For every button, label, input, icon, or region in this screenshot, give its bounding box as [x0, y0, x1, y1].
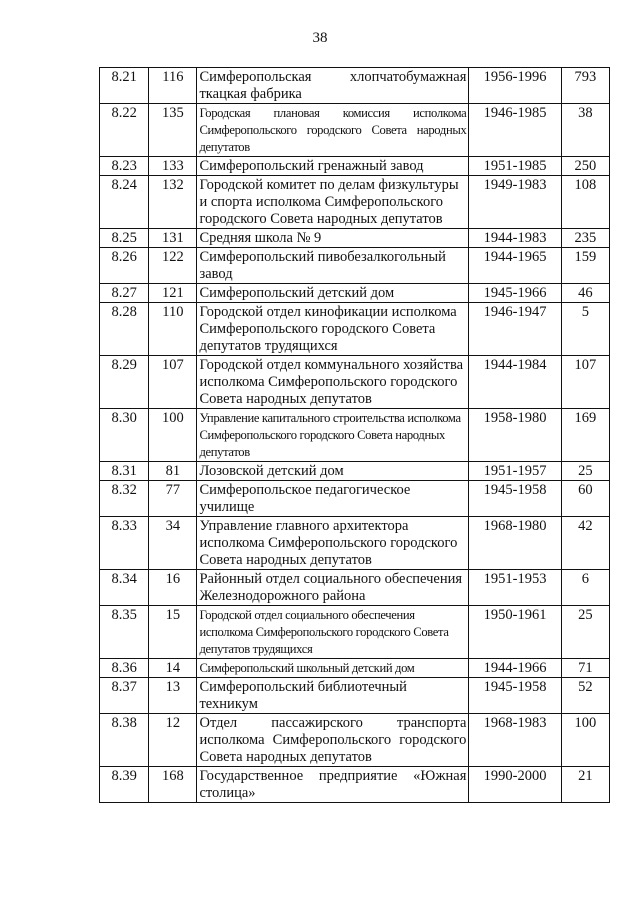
file-count: 46	[561, 284, 609, 303]
fund-name: Симферопольский гренажный завод	[197, 157, 469, 176]
fund-name: Городской отдел кинофикации исполкома Симферопольского городского Совета депутатов трудящихся	[197, 303, 469, 356]
file-count: 250	[561, 157, 609, 176]
fund-number: 34	[149, 517, 197, 570]
fund-number: 16	[149, 570, 197, 606]
row-number: 8.29	[100, 356, 149, 409]
row-number: 8.28	[100, 303, 149, 356]
table-row	[100, 462, 610, 481]
file-count: 107	[561, 356, 609, 409]
table-row	[100, 409, 610, 462]
file-count: 169	[561, 409, 609, 462]
fund-name: Симферопольский пивобезалкогольный завод	[197, 248, 469, 284]
row-number: 8.22	[100, 104, 149, 157]
table-row	[100, 104, 610, 157]
fund-number: 132	[149, 176, 197, 229]
fund-number: 121	[149, 284, 197, 303]
date-range: 1968-1980	[469, 517, 561, 570]
file-count: 25	[561, 462, 609, 481]
date-range: 1950-1961	[469, 606, 561, 659]
row-number: 8.21	[100, 68, 149, 104]
table-row	[100, 606, 610, 659]
row-number: 8.36	[100, 659, 149, 678]
date-range: 1944-1965	[469, 248, 561, 284]
file-count: 25	[561, 606, 609, 659]
file-count: 793	[561, 68, 609, 104]
table-row	[100, 68, 610, 104]
file-count: 100	[561, 714, 609, 767]
fund-name: Лозовской детский дом	[197, 462, 469, 481]
date-range: 1990-2000	[469, 767, 561, 803]
row-number: 8.31	[100, 462, 149, 481]
table-row	[100, 659, 610, 678]
file-count: 235	[561, 229, 609, 248]
table-row	[100, 570, 610, 606]
file-count: 42	[561, 517, 609, 570]
file-count: 52	[561, 678, 609, 714]
fund-name: Районный отдел социального обеспечения Железнодорожного района	[197, 570, 469, 606]
file-count: 159	[561, 248, 609, 284]
fund-number: 135	[149, 104, 197, 157]
row-number: 8.23	[100, 157, 149, 176]
file-count: 108	[561, 176, 609, 229]
file-count: 6	[561, 570, 609, 606]
file-count: 60	[561, 481, 609, 517]
table-row	[100, 157, 610, 176]
fund-number: 110	[149, 303, 197, 356]
row-number: 8.37	[100, 678, 149, 714]
table-row	[100, 229, 610, 248]
fund-number: 168	[149, 767, 197, 803]
fund-name: Городская плановая комиссия исполкома Симферопольского городского Совета народных депутатов	[197, 104, 469, 157]
archive-fund-table	[99, 67, 610, 803]
date-range: 1951-1957	[469, 462, 561, 481]
fund-name: Симферопольская хлопчатобумажная ткацкая фабрика	[197, 68, 469, 104]
fund-number: 14	[149, 659, 197, 678]
date-range: 1949-1983	[469, 176, 561, 229]
row-number: 8.25	[100, 229, 149, 248]
date-range: 1946-1985	[469, 104, 561, 157]
fund-number: 122	[149, 248, 197, 284]
table-row	[100, 303, 610, 356]
fund-name: Городской отдел социального обеспечения исполкома Симферопольского городского Совета депутатов трудящихся	[197, 606, 469, 659]
fund-number: 131	[149, 229, 197, 248]
date-range: 1958-1980	[469, 409, 561, 462]
date-range: 1951-1985	[469, 157, 561, 176]
row-number: 8.30	[100, 409, 149, 462]
row-number: 8.27	[100, 284, 149, 303]
date-range: 1968-1983	[469, 714, 561, 767]
date-range: 1944-1966	[469, 659, 561, 678]
fund-number: 12	[149, 714, 197, 767]
row-number: 8.34	[100, 570, 149, 606]
table-row	[100, 517, 610, 570]
row-number: 8.32	[100, 481, 149, 517]
fund-number: 107	[149, 356, 197, 409]
file-count: 5	[561, 303, 609, 356]
fund-name: Управление капитального строительства исполкома Симферопольского городского Совета народных депутатов	[197, 409, 469, 462]
date-range: 1945-1966	[469, 284, 561, 303]
fund-name: Государственное предприятие «Южная столица»	[197, 767, 469, 803]
row-number: 8.26	[100, 248, 149, 284]
date-range: 1956-1996	[469, 68, 561, 104]
date-range: 1945-1958	[469, 481, 561, 517]
fund-number: 81	[149, 462, 197, 481]
table-row	[100, 284, 610, 303]
file-count: 38	[561, 104, 609, 157]
date-range: 1951-1953	[469, 570, 561, 606]
file-count: 71	[561, 659, 609, 678]
table-row	[100, 714, 610, 767]
fund-number: 15	[149, 606, 197, 659]
table-body	[100, 68, 610, 803]
fund-number: 77	[149, 481, 197, 517]
date-range: 1944-1983	[469, 229, 561, 248]
row-number: 8.38	[100, 714, 149, 767]
table-row	[100, 481, 610, 517]
table-row	[100, 767, 610, 803]
table-row	[100, 678, 610, 714]
fund-name: Симферопольский школьный детский дом	[197, 659, 469, 678]
table-row	[100, 176, 610, 229]
fund-name: Отдел пассажирского транспорта исполкома Симферопольского городского Совета народных депутатов	[197, 714, 469, 767]
page-number: 38	[312, 30, 328, 46]
fund-number: 116	[149, 68, 197, 104]
row-number: 8.24	[100, 176, 149, 229]
fund-name: Средняя школа № 9	[197, 229, 469, 248]
fund-name: Городской отдел коммунального хозяйства исполкома Симферопольского городского Совета народных депутатов	[197, 356, 469, 409]
row-number: 8.39	[100, 767, 149, 803]
fund-name: Управление главного архитектора исполкома Симферопольского городского Совета народных депутатов	[197, 517, 469, 570]
fund-number: 100	[149, 409, 197, 462]
table-row	[100, 356, 610, 409]
row-number: 8.33	[100, 517, 149, 570]
row-number: 8.35	[100, 606, 149, 659]
date-range: 1946-1947	[469, 303, 561, 356]
fund-name: Симферопольское педагогическое училище	[197, 481, 469, 517]
table-row	[100, 248, 610, 284]
fund-name: Симферопольский библиотечный техникум	[197, 678, 469, 714]
file-count: 21	[561, 767, 609, 803]
fund-name: Городской комитет по делам физкультуры и спорта исполкома Симферопольского городского Совета народных депутатов	[197, 176, 469, 229]
fund-number: 133	[149, 157, 197, 176]
date-range: 1945-1958	[469, 678, 561, 714]
date-range: 1944-1984	[469, 356, 561, 409]
fund-name: Симферопольский детский дом	[197, 284, 469, 303]
fund-number: 13	[149, 678, 197, 714]
